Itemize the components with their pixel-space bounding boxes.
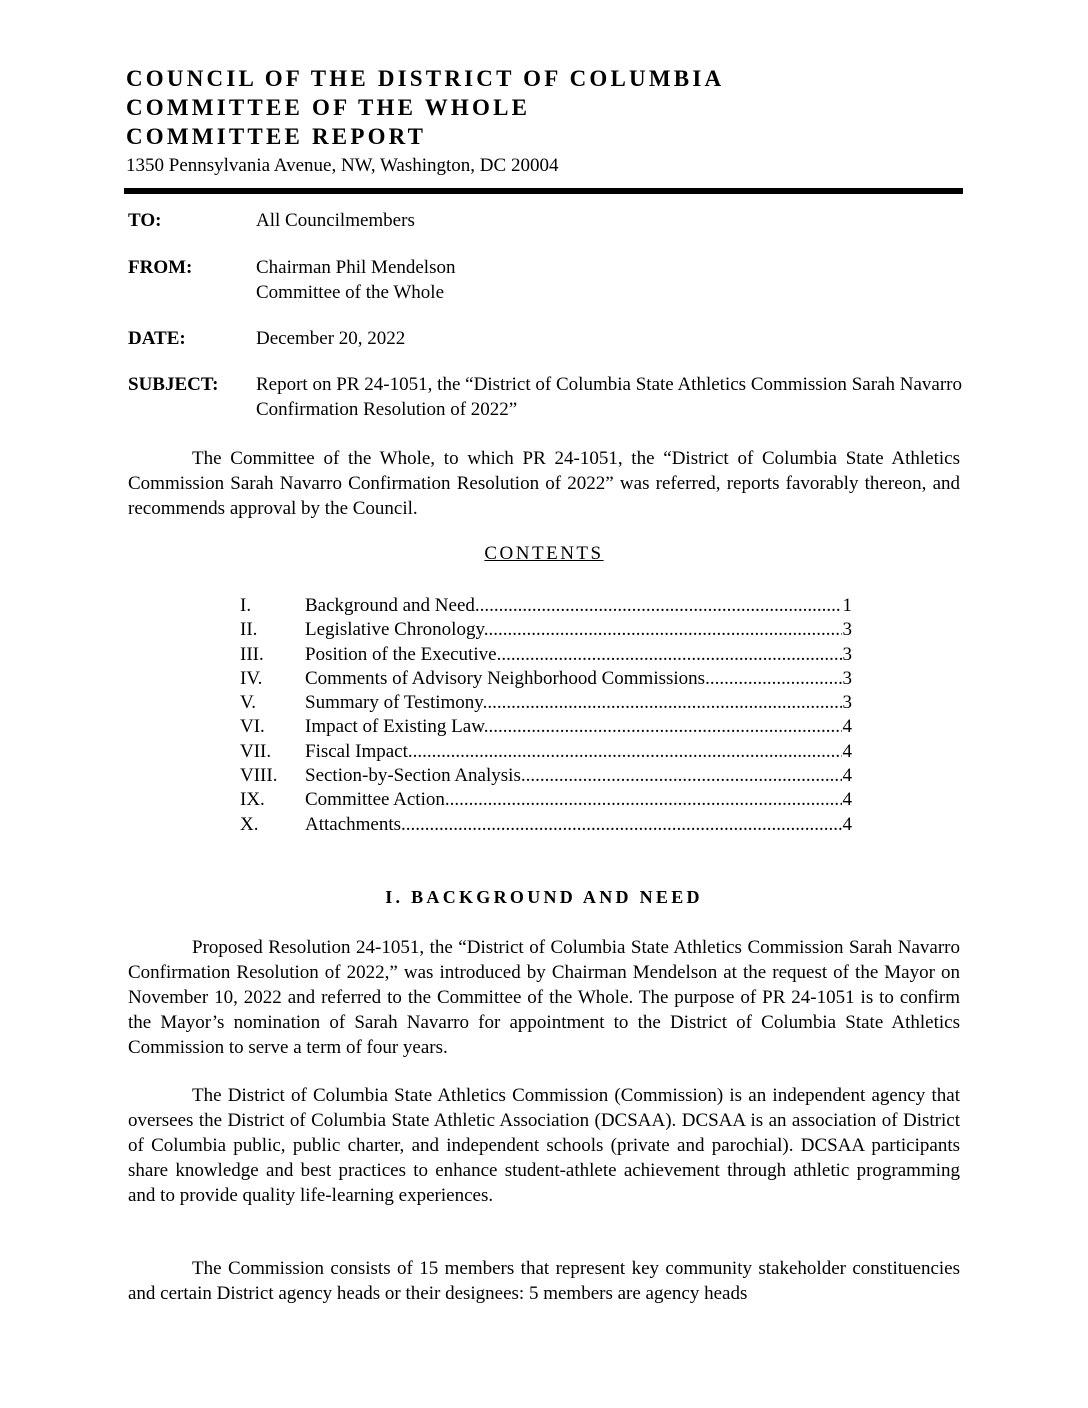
toc-page: 3	[842, 692, 852, 714]
toc-page: 4	[842, 813, 852, 835]
date-label: DATE:	[128, 328, 186, 349]
body-paragraph: Proposed Resolution 24-1051, the “District of Columbia State Athletics Commission Sarah Navarro Confirmation Resolution of 2022,” was introduced by Chairman Mendelson at the request of the Mayor on November 10, 2022 and referred to the Committee of the Whole. The purpose of PR 24-1051 is to confirm the Mayor’s nomination of Sarah Navarro for appointment to the District of Columbia State Athletics Commission to serve a term of four years.	[128, 937, 960, 1058]
from-label: FROM:	[128, 257, 193, 278]
toc-title: Committee Action .....	[305, 789, 852, 810]
committee-title: COMMITTEE OF THE WHOLE	[126, 95, 531, 120]
to-value: All Councilmembers	[256, 210, 415, 231]
address: 1350 Pennsylvania Avenue, NW, Washington, DC 20004	[126, 155, 559, 176]
toc-entry[interactable]	[240, 788, 852, 812]
toc-page: 4	[842, 740, 852, 762]
contents-heading: CONTENTS	[484, 543, 604, 564]
toc-entry[interactable]	[240, 618, 852, 642]
toc-page: 3	[842, 643, 852, 665]
toc-number: X.	[240, 813, 259, 835]
to-label: TO:	[128, 210, 162, 231]
toc-entry[interactable]	[240, 643, 852, 667]
toc-title: Summary of Testimony .....	[305, 692, 852, 713]
toc-page: 4	[842, 716, 852, 738]
toc-number: VIII.	[240, 765, 278, 787]
memo-to	[128, 208, 962, 233]
subject-label: SUBJECT:	[128, 374, 219, 395]
toc-title: Legislative Chronology .....	[305, 619, 852, 640]
toc-number: I.	[240, 595, 252, 616]
toc-title: Comments of Advisory Neighborhood Commissions .....	[305, 668, 852, 689]
toc-number: IV.	[240, 667, 263, 689]
toc-title: Fiscal Impact .....	[305, 741, 852, 762]
letterhead	[126, 64, 724, 178]
header-rule	[124, 188, 963, 194]
toc-entry[interactable]	[240, 691, 852, 715]
toc-number: IX.	[240, 789, 265, 811]
toc-number: VII.	[240, 740, 272, 762]
body-paragraph: The Commission consists of 15 members that represent key community stakeholder constituencies and certain District agency heads or their designees: 5 members are agency heads	[128, 1258, 960, 1304]
memo-date	[128, 326, 962, 351]
toc-number: V.	[240, 692, 257, 714]
toc-entry[interactable]	[240, 813, 852, 837]
section-heading: I. BACKGROUND AND NEED	[385, 887, 703, 907]
memo-from	[128, 255, 962, 305]
table-of-contents	[240, 594, 852, 837]
subject-value: Report on PR 24-1051, the “District of Columbia State Athletics Commission Sarah Navarro Confirmation Resolution of 2022”	[256, 374, 962, 420]
toc-page: 3	[842, 667, 852, 689]
toc-entry[interactable]	[240, 740, 852, 764]
toc-entry[interactable]	[240, 594, 852, 618]
toc-page: 3	[842, 619, 852, 641]
toc-entry[interactable]	[240, 715, 852, 739]
toc-title: Background and Need .....	[305, 595, 852, 616]
toc-title: Attachments .....	[305, 814, 852, 835]
intro-paragraph: The Committee of the Whole, to which PR 24-1051, the “District of Columbia State Athletics Commission Sarah Navarro Confirmation Resolution of 2022” was referred, reports favorably thereon, and recommends approval by the Council.	[128, 448, 960, 519]
council-title: COUNCIL OF THE DISTRICT OF COLUMBIA	[126, 66, 725, 91]
toc-number: II.	[240, 619, 258, 641]
toc-title: Section-by-Section Analysis .....	[305, 765, 852, 786]
from-committee: Committee of the Whole	[256, 282, 445, 303]
toc-number: VI.	[240, 716, 265, 738]
toc-page: 4	[842, 789, 852, 811]
toc-page: 4	[842, 765, 852, 787]
toc-entry[interactable]	[240, 667, 852, 691]
report-title: COMMITTEE REPORT	[126, 124, 427, 149]
from-name: Chairman Phil Mendelson	[256, 257, 456, 278]
memo-subject	[128, 372, 962, 422]
toc-number: III.	[240, 643, 264, 665]
toc-entry[interactable]	[240, 764, 852, 788]
toc-title: Impact of Existing Law .....	[305, 716, 852, 737]
toc-title: Position of the Executive .....	[305, 644, 852, 665]
date-value: December 20, 2022	[256, 328, 406, 349]
toc-page: 1	[842, 595, 852, 616]
body-paragraph: The District of Columbia State Athletics Commission (Commission) is an independent agency that oversees the District of Columbia State Athletic Association (DCSAA). DCSAA is an association of District of Columbia public, public charter, and independent schools (private and parochial). DCSAA participants share knowledge and best practices to enhance student-athlete achievement through athletic programming and to provide quality life-learning experiences.	[128, 1085, 960, 1206]
